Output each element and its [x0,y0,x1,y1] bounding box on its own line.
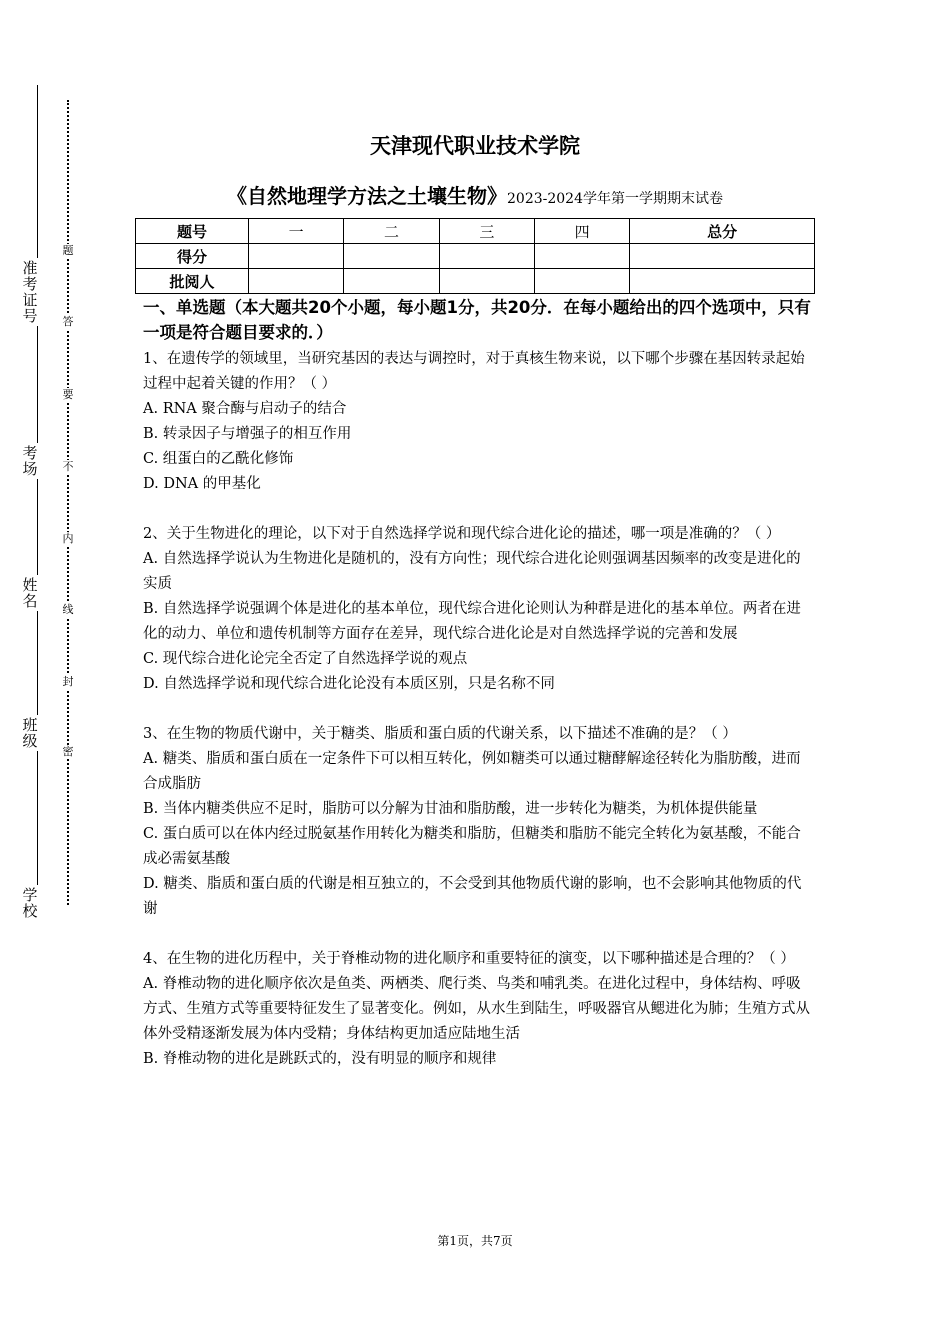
question-stem: 4、在生物的进化历程中，关于脊椎动物的进化顺序和重要特征的演变，以下哪种描述是合理的？（ ） [143,951,795,967]
course-title [0,180,950,209]
seal-char: 封 [59,675,77,689]
score-row-label: 得分 [136,244,249,269]
reviewer-row [136,269,815,294]
score-header-cell: 四 [534,219,629,244]
binding-line [37,85,38,920]
score-row-label: 批阅人 [136,269,249,294]
option-b: B. 转录因子与增强子的相互作用 [143,426,352,442]
option-c: C. 现代综合进化论完全否定了自然选择学说的观点 [143,651,468,667]
option-b: B. 脊椎动物的进化是跳跃式的，没有明显的顺序和规律 [143,1051,497,1067]
score-cell[interactable] [344,244,439,269]
course-name: 《自然地理学方法之土壤生物》 [227,184,507,208]
question-1 [143,347,813,497]
class-label: 班级 [18,715,42,751]
reviewer-cell[interactable] [534,269,629,294]
score-cell[interactable] [249,244,344,269]
option-d: D. DNA 的甲基化 [143,476,261,492]
reviewer-cell[interactable] [630,269,815,294]
option-a: A. 自然选择学说认为生物进化是随机的，没有方向性；现代综合进化论则强调基因频率的改变是进化的实质 [143,551,801,592]
question-2 [143,522,813,697]
seal-char: 内 [59,532,77,546]
option-c: C. 蛋白质可以在体内经过脱氨基作用转化为糖类和脂肪，但糖类和脂肪不能完全转化为氨基酸，不能合成必需氨基酸 [143,826,801,867]
option-d: D. 自然选择学说和现代综合进化论没有本质区别，只是名称不同 [143,676,555,692]
score-header-cell: 二 [344,219,439,244]
question-stem: 3、在生物的物质代谢中，关于糖类、脂质和蛋白质的代谢关系，以下描述不准确的是？（ ） [143,726,737,742]
exam-id-label: 准考证号 [18,258,42,326]
seal-char: 线 [59,603,77,617]
question-stem: 2、关于生物进化的理论，以下对于自然选择学说和现代综合进化论的描述，哪一项是准确的？（ ） [143,526,781,542]
school-title: 天津现代职业技术学院 [370,134,580,158]
option-a: A. 脊椎动物的进化顺序依次是鱼类、两栖类、爬行类、鸟类和哺乳类。在进化过程中，身体结构、呼吸方式、生殖方式等重要特征发生了显著变化。例如，从水生到陆生，呼吸器官从鳃进化为肺；生殖方式从体外受精逐渐发展为体内受精；身体结构更加适应陆地生活 [143,976,810,1042]
section-heading: 一、单选题（本大题共20个小题，每小题1分，共20分．在每小题给出的四个选项中，只有一项是符合题目要求的．） [143,298,811,342]
reviewer-cell[interactable] [439,269,534,294]
question-4 [143,947,813,1072]
reviewer-cell[interactable] [249,269,344,294]
option-a: A. RNA 聚合酶与启动子的结合 [143,401,347,417]
reviewer-cell[interactable] [344,269,439,294]
question-3 [143,722,813,922]
exam-room-label: 考场 [18,443,42,479]
page-footer: 第1页，共7页 [437,1234,513,1248]
name-label: 姓名 [18,575,42,611]
seal-char: 不 [59,460,77,474]
option-b: B. 自然选择学说强调个体是进化的基本单位，现代综合进化论则认为种群是进化的基本单位。两者在进化的动力、单位和遗传机制等方面存在差异，现代综合进化论是对自然选择学说的完善和发展 [143,601,801,642]
seal-char: 题 [59,244,77,258]
score-header-cell: 一 [249,219,344,244]
seal-char: 密 [59,745,77,759]
score-header-cell: 三 [439,219,534,244]
option-b: B. 当体内糖类供应不足时，脂肪可以分解为甘油和脂肪酸，进一步转化为糖类，为机体提供能量 [143,801,758,817]
seal-char: 要 [59,388,77,402]
seal-char: 答 [59,315,77,329]
score-cell[interactable] [534,244,629,269]
question-stem: 1、在遗传学的领域里，当研究基因的表达与调控时，对于真核生物来说，以下哪个步骤在基因转录起始过程中起着关键的作用？（ ） [143,351,805,392]
option-c: C. 组蛋白的乙酰化修饰 [143,451,294,467]
score-header-cell: 题号 [136,219,249,244]
score-row [136,244,815,269]
seal-dotted-line [67,100,69,905]
score-table [135,218,815,294]
exam-content [143,295,813,1097]
score-table-header-row [136,219,815,244]
school-label: 学校 [18,885,42,921]
score-header-cell: 总分 [630,219,815,244]
score-cell[interactable] [439,244,534,269]
option-a: A. 糖类、脂质和蛋白质在一定条件下可以相互转化，例如糖类可以通过糖酵解途径转化为脂肪酸，进而合成脂肪 [143,751,801,792]
score-cell[interactable] [630,244,815,269]
term-label: 2023-2024学年第一学期期末试卷 [507,191,723,207]
option-d: D. 糖类、脂质和蛋白质的代谢是相互独立的，不会受到其他物质代谢的影响，也不会影响其他物质的代谢 [143,876,802,917]
